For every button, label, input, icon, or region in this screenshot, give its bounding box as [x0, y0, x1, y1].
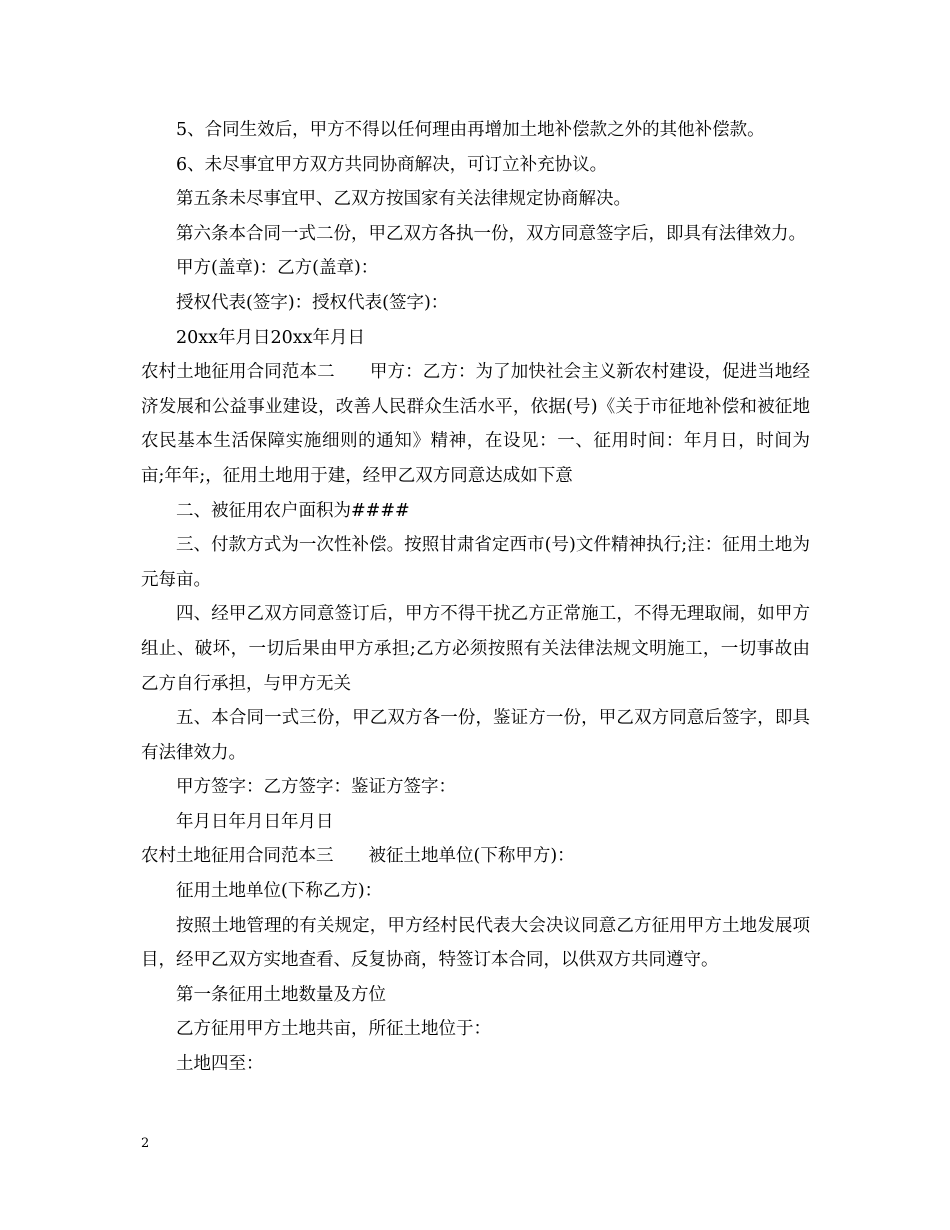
- paragraph: 6、未尽事宜甲方双方共同协商解决，可订立补充协议。: [176, 154, 608, 175]
- signature-line: 授权代表(签字)：授权代表(签字)：: [176, 292, 449, 313]
- paragraph: 三、付款方式为一次性补偿。按照甘肃省定西市(号)文件精神执行;注：征用土地为元每亩。: [141, 535, 810, 590]
- document-body: [141, 113, 810, 1082]
- paragraph: 四、经甲乙双方同意签订后，甲方不得干扰乙方正常施工，不得无理取闹，如甲方组止、破坏，一切后果由甲方承担;乙方必须按照有关法律法规文明施工，一切事故由乙方自行承担，与甲方无关: [141, 604, 810, 694]
- section-heading-paragraph: 农村土地征用合同范本二 甲方：乙方：为了加快社会主义新农村建设，促进当地经济发展和公益事业建设，改善人民群众生活水平，依据(号)《关于市征地补偿和被征地农民基本生活保障实施细则的通知》精神，在设见：一、征用时间：年月日，时间为亩;年年;，征用土地用于建，经甲乙双方同意达成如下意: [141, 362, 810, 486]
- paragraph: 按照土地管理的有关规定，甲方经村民代表大会决议同意乙方征用甲方土地发展项目，经甲乙双方实地查看、反复协商，特签订本合同，以供双方共同遵守。: [141, 915, 810, 971]
- paragraph: 第六条本合同一式二份，甲乙双方各执一份，双方同意签字后，即具有法律效力。: [176, 223, 806, 244]
- date-line: 年月日年月日年月日: [176, 811, 334, 832]
- paragraph: 土地四至：: [176, 1054, 264, 1075]
- paragraph: 五、本合同一式三份，甲乙双方各一份，鉴证方一份，甲乙双方同意后签字，即具有法律效力。: [141, 708, 810, 763]
- paragraph: 5、合同生效后，甲方不得以任何理由再增加土地补偿款之外的其他补偿款。: [176, 120, 765, 140]
- paragraph: 二、被征用农户面积为####: [176, 500, 410, 521]
- paragraph: 乙方征用甲方土地共亩，所征土地位于：: [176, 1019, 491, 1040]
- signature-line: 甲方(盖章)：乙方(盖章)：: [176, 258, 379, 279]
- paragraph: 征用土地单位(下称乙方)：: [176, 881, 383, 902]
- paragraph: 第一条征用土地数量及方位: [176, 984, 386, 1005]
- signature-line: 甲方签字：乙方签字：鉴证方签字：: [176, 777, 456, 798]
- paragraph: 第五条未尽事宜甲、乙双方按国家有关法律规定协商解决。: [176, 189, 631, 210]
- date-line: 20xx年月日20xx年月日: [176, 327, 366, 348]
- section-heading-paragraph: 农村土地征用合同范本三 被征土地单位(下称甲方)：: [141, 846, 575, 867]
- page-number: 2: [141, 1136, 150, 1151]
